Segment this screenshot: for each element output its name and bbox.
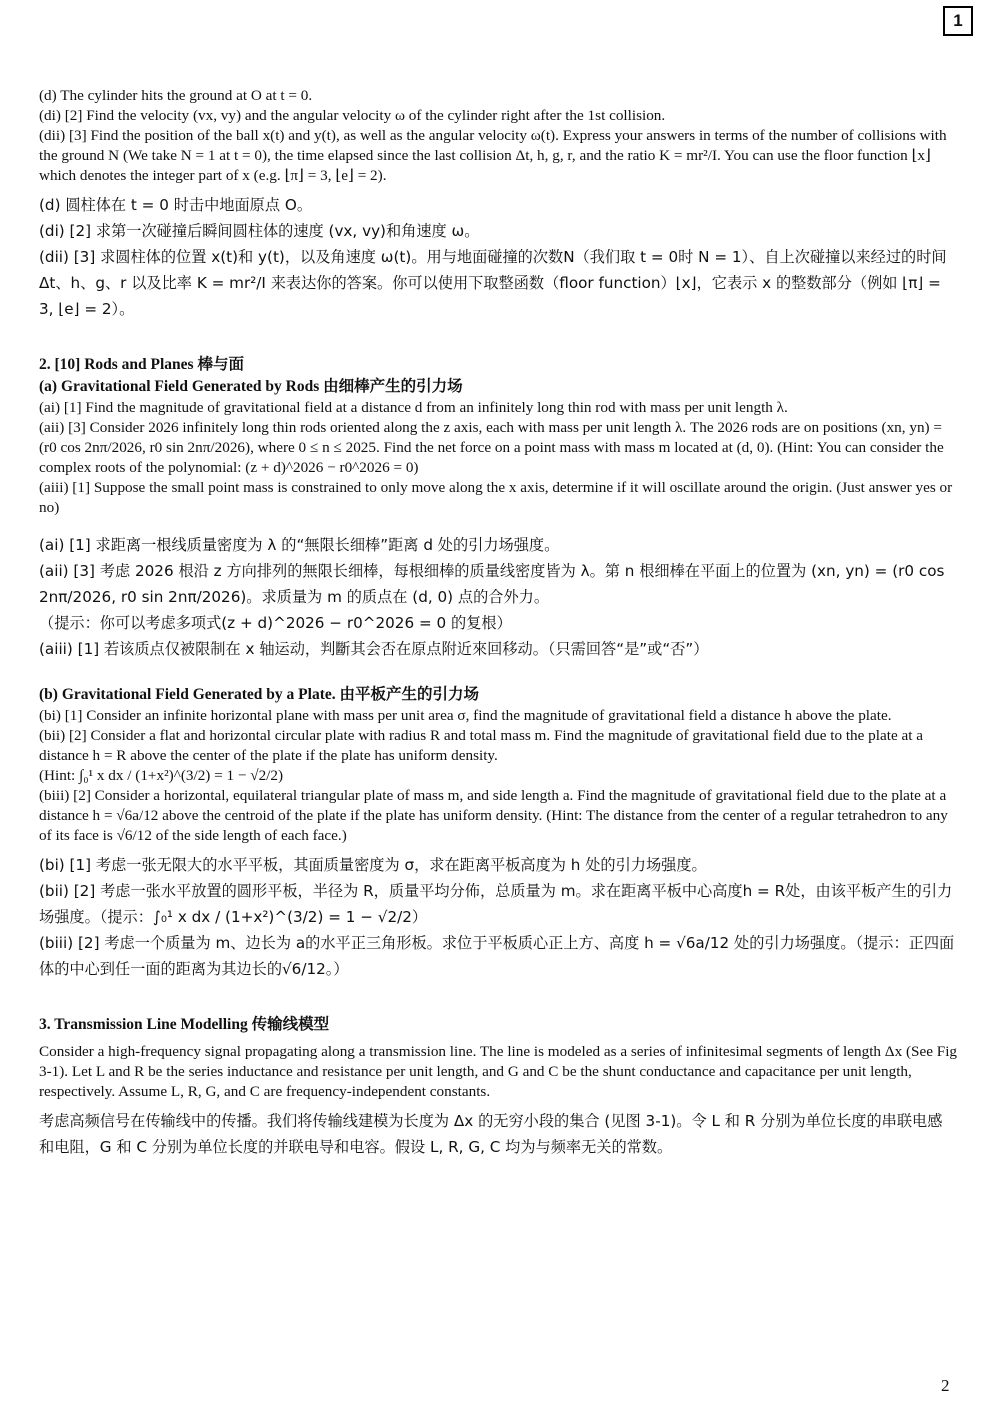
question-text-cn: （提示：你可以考虑多项式(z + d)^2026 − r0^2026 = 0 的复根） — [39, 614, 512, 632]
paragraph-cn: 考虑高频信号在传输线中的传播。我们将传输线建模为长度为 Δx 的无穷小段的集合 (见图 3-1)。令 L 和 R 分别为单位长度的串联电感和电阻，G 和 C 分别为单位长度的并联电导和电容。假设 L, R, G, C 均为与频率无关的常数。 — [39, 1112, 943, 1156]
section-title: 2. [10] Rods and Planes 棒与面 — [39, 356, 244, 373]
text-line-cn: (d) 圆柱体在 t = 0 时击中地面原点 O。 — [39, 196, 313, 214]
question-text-cn: (bii) [2] 考虑一张水平放置的圆形平板，半径为 R，质量平均分佈，总质量为 m。求在距离平板中心高度h = R处，由该平板产生的引力场强度。（提示：∫₀¹ x dx / (1+x²)^(3/2) = 1 − √2/2） — [39, 882, 953, 926]
question-text-cn: (bi) [1] 考虑一张无限大的水平平板，其面质量密度为 σ，求在距离平板高度为 h 处的引力场强度。 — [39, 856, 707, 874]
subsection-title: (a) Gravitational Field Generated by Rods 由细棒产生的引力场 — [39, 378, 463, 395]
text-line-cn: (dii) [3] 求圆柱体的位置 x(t)和 y(t)，以及角速度 ω(t)。用与地面碰撞的次数N（我们取 t = 0时 N = 1）、自上次碰撞以来经过的时间 Δt、h、g、r 以及比率 K = mr²/I 来表达你的答案。你可以使用下取整函数（floor function）⌊x⌋，它表示 x 的整数部分（例如 ⌊π⌋ = 3, ⌊e⌋ = 2）。 — [39, 248, 947, 318]
text-line: (di) [2] Find the velocity (vx, vy) and the angular velocity ω of the cylinder right after the 1st collision. — [39, 107, 666, 124]
question-text: (ai) [1] Find the magnitude of gravitational field at a distance d from an infinitely long thin rod with mass per unit length λ. — [39, 399, 788, 416]
text-line: (dii) [3] Find the position of the ball x(t) and y(t), as well as the angular velocity ω(t). Express your answers in terms of the number of collisions with the ground N (We take N = 1 at t = 0), the time elapsed since the last collision Δt, h, g, r, and the ratio K = mr²/I. You can use the floor function ⌊x⌋ which denotes the integer part of x (e.g. ⌊π⌋ = 3, ⌊e⌋ = 2). — [39, 127, 947, 184]
question-text: (bi) [1] Consider an infinite horizontal plane with mass per unit area σ, find the magnitude of gravitational field a distance h above the plate. — [39, 707, 892, 724]
question-text-cn: (ai) [1] 求距离一根线质量密度为 λ 的“無限长细棒”距离 d 处的引力场强度。 — [39, 536, 560, 554]
question-text: (aiii) [1] Suppose the small point mass is constrained to only move along the x axis, determine if it will oscillate around the origin. (Just answer yes or no) — [39, 479, 953, 516]
question-text: (biii) [2] Consider a horizontal, equilateral triangular plate of mass m, and side length a. Find the magnitude of gravitational field due to the plate at a distance h = √6a/12 above the centroid of the plate if the plate has uniform density. (Hint: The distance from the center of a regular tetrahedron to any of its face is √6/12 of the side length of each face.) — [39, 787, 948, 844]
paragraph: Consider a high-frequency signal propagating along a transmission line. The line is modeled as a series of infinitesimal segments of length Δx (See Fig 3-1). Let L and R be the series inductance and resistance per unit length, and G and C be the shunt conductance and capacitance per unit length, respectively. Assume L, R, G, and C are frequency-independent constants. — [39, 1043, 958, 1100]
document-body — [39, 86, 957, 1160]
question-text-cn: (biii) [2] 考虑一个质量为 m、边长为 a的水平正三角形板。求位于平板质心正上方、高度 h = √6a/12 处的引力场强度。（提示：正四面体的中心到任一面的距离为其边长的√6/12。） — [39, 934, 955, 978]
page-badge: 1 — [943, 6, 973, 36]
question-text-cn: (aiii) [1] 若该质点仅被限制在 x 轴运动，判斷其会否在原点附近來回移动。（只需回答“是”或“否”） — [39, 640, 709, 658]
subsection-title: (b) Gravitational Field Generated by a Plate. 由平板产生的引力场 — [39, 686, 479, 703]
page-number: 2 — [941, 1376, 950, 1395]
hint-text: (Hint: ∫₀¹ x dx / (1+x²)^(3/2) = 1 − √2/2) — [39, 767, 284, 784]
question-text: (bii) [2] Consider a flat and horizontal circular plate with radius R and total mass m. Find the magnitude of gravitational field due to the plate at a distance h = R above the center of the plate if the plate has uniform density. — [39, 727, 923, 764]
section-title: 3. Transmission Line Modelling 传输线模型 — [39, 1016, 330, 1033]
question-text: (aii) [3] Consider 2026 infinitely long thin rods oriented along the z axis, each with mass per unit length λ. The 2026 rods are on positions (xn, yn) = (r0 cos 2nπ/2026, r0 sin 2nπ/2026), where 0 ≤ n ≤ 2025. Find the net force on a point mass with mass m located at (d, 0). (Hint: You can consider the complex roots of the polynomial: (z + d)^2026 − r0^2026 = 0) — [39, 419, 944, 476]
text-line: (d) The cylinder hits the ground at O at t = 0. — [39, 87, 313, 104]
text-line-cn: (di) [2] 求第一次碰撞后瞬间圆柱体的速度 (vx, vy)和角速度 ω。 — [39, 222, 480, 240]
question-text-cn: (aii) [3] 考虑 2026 根沿 z 方向排列的無限长细棒，每根细棒的质量线密度皆为 λ。第 n 根细棒在平面上的位置为 (xn, yn) = (r0 cos 2nπ/2026, r0 sin 2nπ/2026)。求质量为 m 的质点在 (d, 0) 点的合外力。 — [39, 562, 945, 606]
